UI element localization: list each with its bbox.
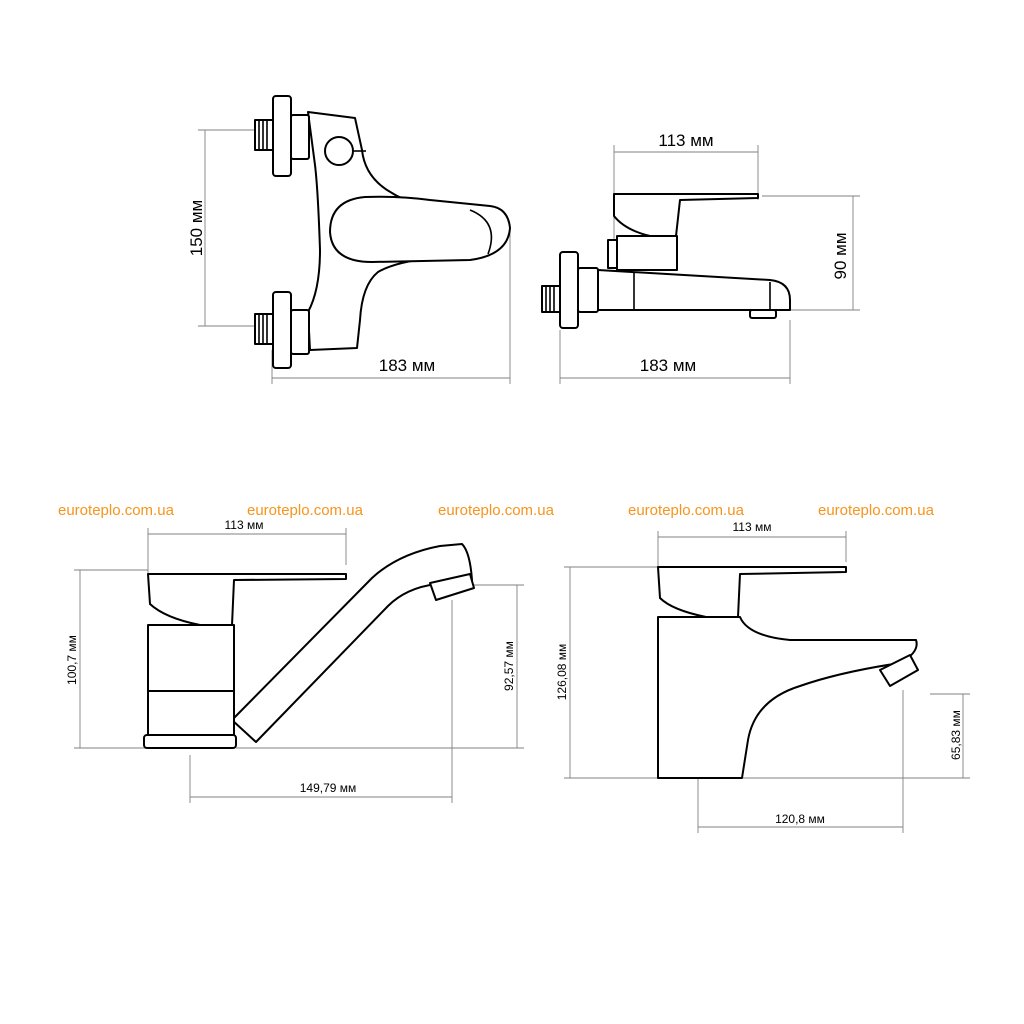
- thread: [542, 286, 560, 312]
- body-base: [148, 691, 234, 735]
- top-label: 113 мм: [732, 520, 772, 534]
- left-dimension-line: [74, 570, 148, 748]
- lever-handle: [330, 197, 510, 262]
- reach-label: 149,79 мм: [299, 781, 357, 795]
- basin-mixer-high-spout-view: [65, 518, 524, 803]
- width-label: 183 мм: [378, 356, 436, 375]
- diverter-knob: [325, 137, 353, 165]
- spout-body: [596, 270, 790, 310]
- height-label: 90 мм: [831, 232, 850, 280]
- bath-mixer-side-view: [542, 131, 860, 384]
- top-label: 113 мм: [224, 518, 264, 532]
- left-label: 100,7 мм: [65, 635, 79, 685]
- bottom-eccentric-nut: [291, 310, 309, 354]
- cartridge-neck: [617, 236, 677, 270]
- watermark-1: euroteplo.com.ua: [58, 502, 174, 519]
- base-ring: [144, 735, 236, 748]
- watermark-4: euroteplo.com.ua: [628, 502, 744, 519]
- spout-label: 92,57 мм: [502, 641, 516, 691]
- left-label: 126,08 мм: [555, 643, 569, 701]
- reach-label: 120,8 мм: [775, 812, 825, 826]
- bottom-thread: [255, 314, 273, 344]
- top-label: 113 мм: [658, 131, 714, 150]
- cartridge-cover: [148, 625, 234, 691]
- width-label: 183 мм: [639, 356, 697, 375]
- watermark-row: [58, 502, 935, 519]
- top-thread: [255, 120, 273, 150]
- bottom-flange: [273, 292, 291, 368]
- lever-handle: [614, 194, 758, 236]
- lever-handle: [148, 574, 346, 625]
- cartridge-collar: [608, 240, 617, 268]
- watermark-5: euroteplo.com.ua: [818, 502, 934, 519]
- lever-handle: [658, 567, 846, 617]
- height-dimension-line: [198, 130, 275, 326]
- spout-dimension-line: [740, 694, 970, 778]
- top-flange: [273, 96, 291, 176]
- bath-mixer-front-view: [187, 96, 510, 384]
- flange: [560, 252, 578, 328]
- basin-mixer-low-spout-view: [555, 520, 970, 833]
- watermark-2: euroteplo.com.ua: [247, 502, 363, 519]
- height-label: 150 мм: [187, 199, 206, 257]
- top-eccentric-nut: [291, 115, 309, 159]
- mixer-body: [658, 617, 917, 778]
- watermark-3: euroteplo.com.ua: [438, 502, 554, 519]
- left-dimension-line: [564, 567, 660, 778]
- eccentric-nut: [578, 268, 598, 312]
- top-dimension-line: [148, 528, 346, 575]
- top-dimension-line: [658, 531, 846, 568]
- spout-label: 65,83 мм: [949, 710, 963, 760]
- aerator: [750, 310, 776, 318]
